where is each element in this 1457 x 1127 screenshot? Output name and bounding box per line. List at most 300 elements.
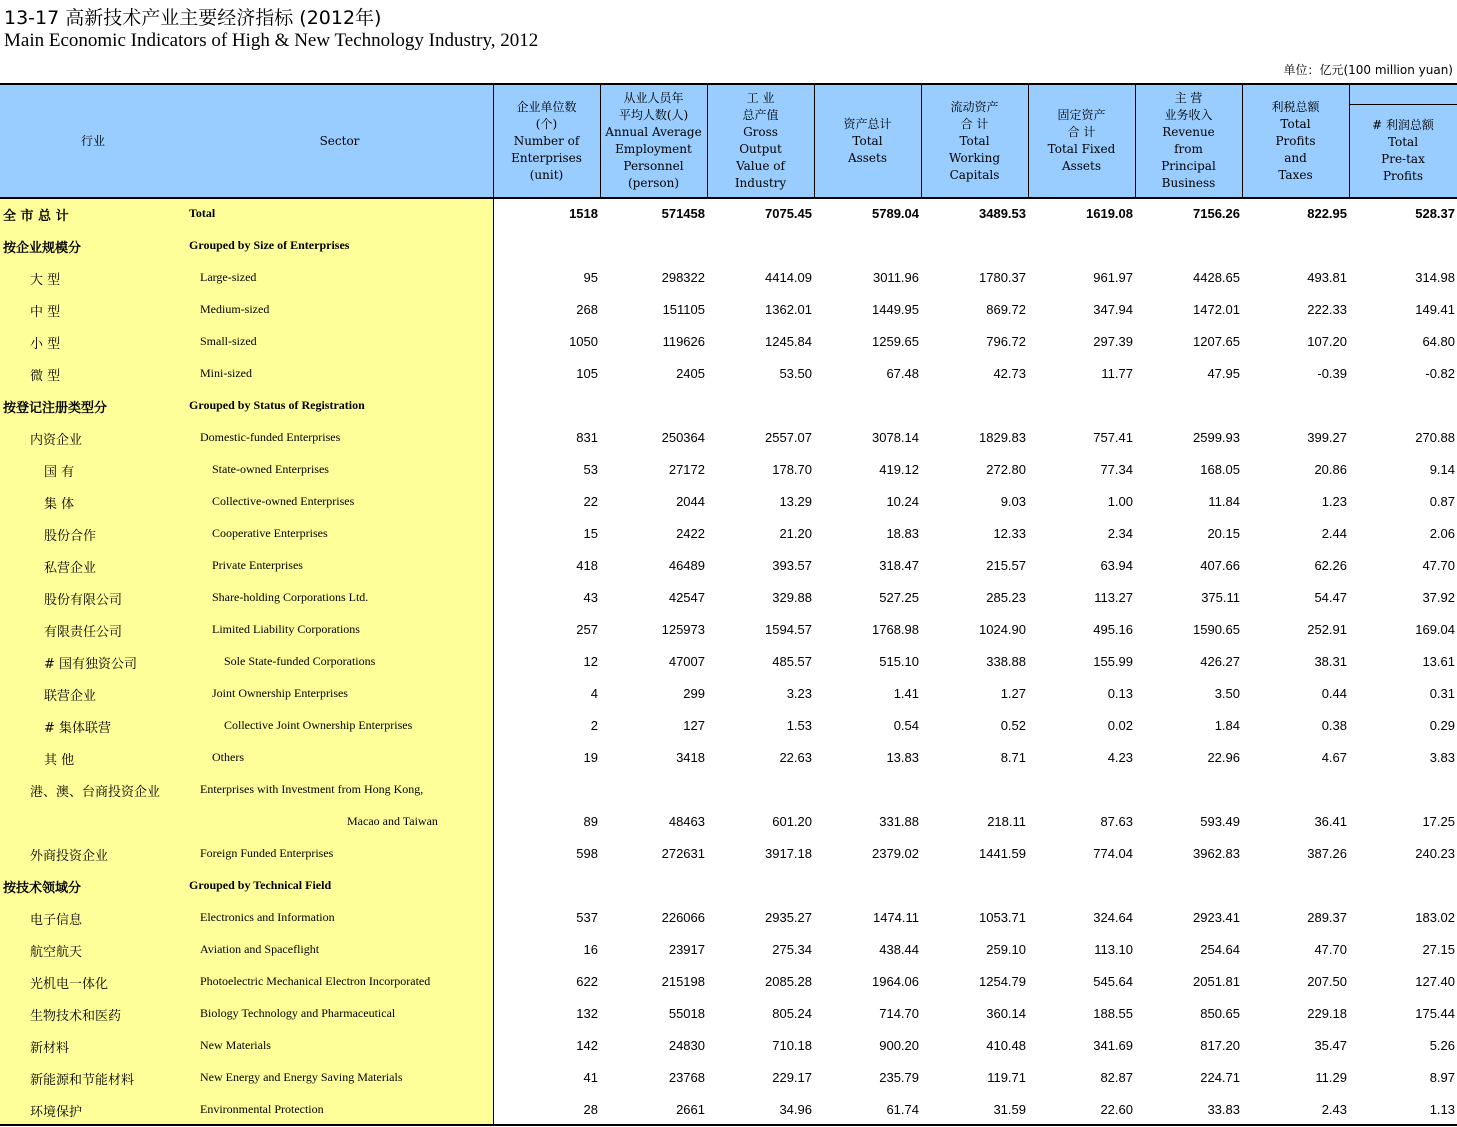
unit-label: 单位：亿元(100 million yuan) xyxy=(1283,63,1453,77)
cell-value: 710.18 xyxy=(772,1038,812,1053)
cell-value: 183.02 xyxy=(1415,910,1455,925)
cell-value: 1053.71 xyxy=(979,910,1026,925)
cell-value: 8.97 xyxy=(1429,1070,1455,1085)
header-col-separator xyxy=(600,85,601,197)
cell-value: 796.72 xyxy=(986,334,1026,349)
row-label-en: Enterprises with Investment from Hong Kong, xyxy=(200,782,424,796)
cell-value: 19 xyxy=(583,750,598,765)
cell-value: 5789.04 xyxy=(872,206,919,221)
cell-value: 268 xyxy=(576,302,598,317)
cell-value: 0.02 xyxy=(1107,718,1133,733)
cell-value: 27.15 xyxy=(1422,942,1455,957)
cell-value: 113.10 xyxy=(1094,942,1133,957)
cell-value: 12 xyxy=(583,654,598,669)
row-label-en: Grouped by Technical Field xyxy=(189,878,332,892)
cell-value: 63.94 xyxy=(1100,558,1133,573)
cell-value: 831 xyxy=(576,430,598,445)
cell-value: 3.23 xyxy=(786,686,812,701)
cell-value: 4.67 xyxy=(1321,750,1347,765)
cell-value: 2.06 xyxy=(1429,526,1455,541)
cell-value: 493.81 xyxy=(1307,270,1347,285)
cell-value: 15 xyxy=(583,526,598,541)
cell-value: 37.92 xyxy=(1422,590,1455,605)
cell-value: 142 xyxy=(576,1038,598,1053)
table-row xyxy=(0,711,1457,743)
cell-value: 47.70 xyxy=(1314,942,1347,957)
cell-value: 528.37 xyxy=(1415,206,1455,221)
cell-value: 224.71 xyxy=(1200,1070,1240,1085)
cell-value: 28 xyxy=(583,1102,598,1117)
row-label-en: Medium-sized xyxy=(200,302,270,316)
cell-value: 168.05 xyxy=(1200,462,1240,477)
cell-value: 537 xyxy=(576,910,598,925)
cell-value: 188.55 xyxy=(1093,1006,1133,1021)
cell-value: 13.29 xyxy=(779,494,812,509)
cell-value: 1472.01 xyxy=(1193,302,1240,317)
header-col-separator xyxy=(493,85,494,197)
cell-value: 23917 xyxy=(668,942,705,957)
cell-value: 299 xyxy=(683,686,705,701)
row-label-cn: 航空航天 xyxy=(30,945,83,960)
cell-value: 1.13 xyxy=(1429,1102,1455,1117)
cell-value: 0.54 xyxy=(893,718,919,733)
table-row xyxy=(0,999,1457,1031)
row-label-en: New Energy and Energy Saving Materials xyxy=(200,1070,403,1084)
cell-value: 89 xyxy=(583,814,598,829)
cell-value: 1518 xyxy=(569,206,598,221)
page-title-en: Main Economic Indicators of High & New Technology Industry, 2012 xyxy=(4,30,539,51)
cell-value: 20.86 xyxy=(1314,462,1347,477)
cell-value: 215.57 xyxy=(986,558,1026,573)
table-row xyxy=(0,487,1457,519)
cell-value: 7156.26 xyxy=(1193,206,1240,221)
cell-value: 67.48 xyxy=(886,366,919,381)
cell-value: 331.88 xyxy=(879,814,919,829)
table-row xyxy=(0,775,1457,807)
cell-value: 1964.06 xyxy=(872,974,919,989)
row-label-cn: 有限责任公司 xyxy=(44,625,123,640)
header-col-separator xyxy=(707,85,708,197)
cell-value: 2557.07 xyxy=(765,430,812,445)
header-col-separator xyxy=(1028,85,1029,197)
cell-value: 1.84 xyxy=(1214,718,1240,733)
row-label-en: Grouped by Status of Registration xyxy=(189,398,365,412)
cell-value: 2044 xyxy=(676,494,705,509)
table-row xyxy=(0,967,1457,999)
table-row xyxy=(0,423,1457,455)
cell-value: 1.41 xyxy=(893,686,919,701)
row-label-en: Photoelectric Mechanical Electron Incorporated xyxy=(200,974,431,988)
cell-value: 961.97 xyxy=(1093,270,1133,285)
table-row xyxy=(0,455,1457,487)
row-label-cn: 按登记注册类型分 xyxy=(3,401,108,416)
row-label-cn: 按技术领域分 xyxy=(3,881,82,896)
cell-value: 387.26 xyxy=(1307,846,1347,861)
row-label-en: Aviation and Spaceflight xyxy=(200,942,320,956)
cell-value: 0.52 xyxy=(1000,718,1026,733)
row-label-cn: 光机电一体化 xyxy=(30,977,109,992)
cell-value: 495.16 xyxy=(1093,622,1133,637)
table-row xyxy=(0,263,1457,295)
col-header-assets: 资产总计 Total Assets xyxy=(843,116,892,165)
cell-value: 16 xyxy=(583,942,598,957)
cell-value: 1474.11 xyxy=(872,910,919,925)
table-row xyxy=(0,807,1457,839)
cell-value: 215198 xyxy=(661,974,705,989)
cell-value: 42.73 xyxy=(993,366,1026,381)
cell-value: 9.03 xyxy=(1000,494,1026,509)
cell-value: 285.23 xyxy=(986,590,1026,605)
cell-value: 1.00 xyxy=(1107,494,1133,509)
cell-value: 47.95 xyxy=(1207,366,1240,381)
table-row xyxy=(0,519,1457,551)
cell-value: 1590.65 xyxy=(1193,622,1240,637)
cell-value: 1619.08 xyxy=(1086,206,1133,221)
col-header-employment: 从业人员年 平均人数(人) Annual Average Employment Personnel (person) xyxy=(605,91,702,190)
cell-value: 13.83 xyxy=(886,750,919,765)
cell-value: 27172 xyxy=(668,462,705,477)
cell-value: 757.41 xyxy=(1093,430,1133,445)
row-label-cn: 私营企业 xyxy=(44,561,97,576)
cell-value: 0.13 xyxy=(1107,686,1133,701)
cell-value: 2405 xyxy=(676,366,705,381)
cell-value: 1449.95 xyxy=(872,302,919,317)
cell-value: 2051.81 xyxy=(1193,974,1240,989)
cell-value: 95 xyxy=(583,270,598,285)
cell-value: 601.20 xyxy=(772,814,812,829)
row-label-cn: 全 市 总 计 xyxy=(3,209,69,224)
cell-value: 1024.90 xyxy=(979,622,1026,637)
cell-value: 1207.65 xyxy=(1193,334,1240,349)
cell-value: 3418 xyxy=(676,750,705,765)
row-label-cn: 大 型 xyxy=(30,273,61,288)
cell-value: 2.44 xyxy=(1321,526,1347,541)
cell-value: 275.34 xyxy=(772,942,812,957)
row-label-cn: # 集体联营 xyxy=(44,721,112,736)
cell-value: 571458 xyxy=(661,206,705,221)
cell-value: 55018 xyxy=(668,1006,705,1021)
col-header-output: 工 业 总产值 Gross Output Value of Industry xyxy=(734,91,787,190)
cell-value: 900.20 xyxy=(879,1038,919,1053)
cell-value: 1.53 xyxy=(786,718,812,733)
cell-value: 2 xyxy=(590,718,598,733)
cell-value: 23768 xyxy=(668,1070,705,1085)
cell-value: 869.72 xyxy=(986,302,1026,317)
cell-value: 1362.01 xyxy=(765,302,812,317)
cell-value: 3011.96 xyxy=(872,270,919,285)
cell-value: 5.26 xyxy=(1429,1038,1455,1053)
cell-value: 1768.98 xyxy=(872,622,919,637)
cell-value: 229.17 xyxy=(772,1070,812,1085)
col-header-industry: 行业 xyxy=(80,133,105,148)
cell-value: 0.29 xyxy=(1429,718,1455,733)
header-col-separator xyxy=(921,85,922,197)
cell-value: 64.80 xyxy=(1422,334,1455,349)
cell-value: 222.33 xyxy=(1307,302,1347,317)
cell-value: 2935.27 xyxy=(765,910,812,925)
cell-value: 33.83 xyxy=(1207,1102,1240,1117)
cell-value: 527.25 xyxy=(879,590,919,605)
cell-value: 2379.02 xyxy=(872,846,919,861)
cell-value: 12.33 xyxy=(993,526,1026,541)
cell-value: 515.10 xyxy=(879,654,919,669)
cell-value: 35.47 xyxy=(1314,1038,1347,1053)
table-row xyxy=(0,1095,1457,1127)
cell-value: 2085.28 xyxy=(765,974,812,989)
cell-value: 31.59 xyxy=(993,1102,1026,1117)
cell-value: 17.25 xyxy=(1422,814,1455,829)
table-row xyxy=(0,647,1457,679)
table-row xyxy=(0,615,1457,647)
cell-value: 107.20 xyxy=(1307,334,1347,349)
cell-value: 36.41 xyxy=(1314,814,1347,829)
row-label-cn: 内资企业 xyxy=(30,433,83,448)
cell-value: -0.82 xyxy=(1425,366,1455,381)
col-header-profits-taxes: 利税总额 Total Profits and Taxes xyxy=(1271,99,1320,182)
cell-value: 13.61 xyxy=(1422,654,1455,669)
cell-value: 4.23 xyxy=(1107,750,1133,765)
cell-value: 149.41 xyxy=(1415,302,1455,317)
cell-value: 10.24 xyxy=(886,494,919,509)
row-label-en: Private Enterprises xyxy=(212,558,303,572)
cell-value: 250364 xyxy=(661,430,705,445)
header-col-separator xyxy=(814,85,815,197)
row-label-en: Joint Ownership Enterprises xyxy=(212,686,348,700)
cell-value: 4414.09 xyxy=(765,270,812,285)
cell-value: 1829.83 xyxy=(979,430,1026,445)
row-label-cn: 电子信息 xyxy=(30,913,83,928)
cell-value: 314.98 xyxy=(1415,270,1455,285)
col-header-revenue: 主 营 业务收入 Revenue from Principal Business xyxy=(1161,91,1216,190)
cell-value: 0.87 xyxy=(1429,494,1455,509)
cell-value: 21.20 xyxy=(779,526,812,541)
table-row xyxy=(0,935,1457,967)
row-label-en: Cooperative Enterprises xyxy=(212,526,328,540)
table-row xyxy=(0,391,1457,423)
cell-value: 38.31 xyxy=(1314,654,1347,669)
row-label-en: Share-holding Corporations Ltd. xyxy=(212,590,369,604)
table-row xyxy=(0,743,1457,775)
cell-value: 3489.53 xyxy=(979,206,1026,221)
cell-value: 18.83 xyxy=(886,526,919,541)
cell-value: 347.94 xyxy=(1093,302,1133,317)
cell-value: 375.11 xyxy=(1201,590,1240,605)
cell-value: 0.31 xyxy=(1429,686,1455,701)
cell-value: 298322 xyxy=(661,270,705,285)
row-label-cn: 新能源和节能材料 xyxy=(30,1073,135,1088)
cell-value: 1254.79 xyxy=(979,974,1026,989)
cell-value: 1441.59 xyxy=(979,846,1026,861)
header-col-separator xyxy=(1242,85,1243,197)
cell-value: 1780.37 xyxy=(979,270,1026,285)
page-title-cn: 13-17 高新技术产业主要经济指标 (2012年) xyxy=(4,7,382,29)
cell-value: 1.23 xyxy=(1321,494,1347,509)
header-subcolumn-rule xyxy=(1349,104,1457,105)
row-label-en: Mini-sized xyxy=(200,366,252,380)
cell-value: 20.15 xyxy=(1207,526,1240,541)
col-header-working-capitals: 流动资产 合 计 Total Working Capitals xyxy=(949,99,1000,182)
col-header-sector: Sector xyxy=(319,133,360,148)
row-label-en: Electronics and Information xyxy=(200,910,335,924)
cell-value: 341.69 xyxy=(1093,1038,1133,1053)
row-label-cn: # 国有独资公司 xyxy=(44,657,138,672)
row-label-en: Total xyxy=(189,206,216,220)
cell-value: 43 xyxy=(583,590,598,605)
cell-value: 54.47 xyxy=(1314,590,1347,605)
cell-value: 850.65 xyxy=(1200,1006,1240,1021)
cell-value: 407.66 xyxy=(1200,558,1240,573)
row-label-cn: 小 型 xyxy=(30,337,61,352)
cell-value: 318.47 xyxy=(879,558,919,573)
cell-value: 48463 xyxy=(668,814,705,829)
row-label-en: State-owned Enterprises xyxy=(212,462,329,476)
cell-value: 24830 xyxy=(668,1038,705,1053)
row-label-cn: 外商投资企业 xyxy=(30,849,109,864)
row-label-cn: 微 型 xyxy=(30,369,61,384)
row-label-en: Sole State-funded Corporations xyxy=(224,654,376,668)
cell-value: 2422 xyxy=(676,526,705,541)
cell-value: 47007 xyxy=(668,654,705,669)
cell-value: 426.27 xyxy=(1200,654,1240,669)
row-label-en: Large-sized xyxy=(200,270,257,284)
table-row xyxy=(0,199,1457,231)
cell-value: 119.71 xyxy=(987,1070,1026,1085)
table-row xyxy=(0,231,1457,263)
row-label-cn: 港、澳、台商投资企业 xyxy=(30,785,161,800)
cell-value: 2599.93 xyxy=(1193,430,1240,445)
cell-value: 4428.65 xyxy=(1193,270,1240,285)
table-row xyxy=(0,1031,1457,1063)
row-label-cn: 联营企业 xyxy=(44,689,97,704)
cell-value: 259.10 xyxy=(986,942,1026,957)
cell-value: 175.44 xyxy=(1415,1006,1455,1021)
cell-value: 598 xyxy=(576,846,598,861)
cell-value: 11.77 xyxy=(1101,366,1133,381)
cell-value: 3.83 xyxy=(1429,750,1455,765)
row-label-en: Grouped by Size of Enterprises xyxy=(189,238,350,252)
cell-value: 272631 xyxy=(661,846,705,861)
cell-value: 62.26 xyxy=(1314,558,1347,573)
cell-value: 127.40 xyxy=(1415,974,1455,989)
cell-value: 360.14 xyxy=(986,1006,1026,1021)
cell-value: 218.11 xyxy=(987,814,1026,829)
table-row xyxy=(0,359,1457,391)
cell-value: 42547 xyxy=(668,590,705,605)
cell-value: 178.70 xyxy=(772,462,812,477)
row-label-cn: 股份合作 xyxy=(44,529,97,544)
cell-value: 2.34 xyxy=(1107,526,1133,541)
cell-value: 53 xyxy=(583,462,598,477)
cell-value: 119626 xyxy=(662,334,705,349)
cell-value: 297.39 xyxy=(1093,334,1133,349)
cell-value: 53.50 xyxy=(779,366,812,381)
cell-value: 485.57 xyxy=(772,654,812,669)
row-label-en: Domestic-funded Enterprises xyxy=(200,430,341,444)
cell-value: 82.87 xyxy=(1100,1070,1133,1085)
cell-value: -0.39 xyxy=(1317,366,1347,381)
cell-value: 229.18 xyxy=(1307,1006,1347,1021)
row-label-cn: 新材料 xyxy=(30,1041,70,1056)
cell-value: 22 xyxy=(583,494,598,509)
cell-value: 22.96 xyxy=(1207,750,1240,765)
cell-value: 105 xyxy=(576,366,598,381)
cell-value: 3917.18 xyxy=(765,846,812,861)
cell-value: 822.95 xyxy=(1307,206,1347,221)
cell-value: 1594.57 xyxy=(765,622,812,637)
cell-value: 240.23 xyxy=(1415,846,1455,861)
row-label-cn: 股份有限公司 xyxy=(44,593,123,608)
table-row xyxy=(0,679,1457,711)
cell-value: 11.29 xyxy=(1315,1070,1347,1085)
cell-value: 132 xyxy=(576,1006,598,1021)
cell-value: 125973 xyxy=(661,622,705,637)
row-label-en: New Materials xyxy=(200,1038,271,1052)
cell-value: 61.74 xyxy=(886,1102,919,1117)
cell-value: 410.48 xyxy=(986,1038,1026,1053)
cell-value: 41 xyxy=(583,1070,598,1085)
cell-value: 113.27 xyxy=(1094,590,1133,605)
row-label-en: Biology Technology and Pharmaceutical xyxy=(200,1006,396,1020)
table-row xyxy=(0,551,1457,583)
header-col-separator xyxy=(1135,85,1136,197)
row-label-cn: 集 体 xyxy=(44,497,75,512)
row-label-en: Macao and Taiwan xyxy=(347,814,438,828)
cell-value: 324.64 xyxy=(1093,910,1133,925)
cell-value: 169.04 xyxy=(1415,622,1455,637)
table-row xyxy=(0,871,1457,903)
cell-value: 270.88 xyxy=(1415,430,1455,445)
cell-value: 805.24 xyxy=(772,1006,812,1021)
row-label-cn: 中 型 xyxy=(30,305,61,320)
cell-value: 1.27 xyxy=(1000,686,1026,701)
cell-value: 593.49 xyxy=(1200,814,1240,829)
row-label-cn: 国 有 xyxy=(44,465,75,480)
cell-value: 257 xyxy=(576,622,598,637)
cell-value: 289.37 xyxy=(1307,910,1347,925)
table-row xyxy=(0,839,1457,871)
cell-value: 3.50 xyxy=(1214,686,1240,701)
cell-value: 0.38 xyxy=(1321,718,1347,733)
row-label-en: Collective-owned Enterprises xyxy=(212,494,355,508)
cell-value: 817.20 xyxy=(1200,1038,1240,1053)
row-label-en: Small-sized xyxy=(200,334,257,348)
cell-value: 545.64 xyxy=(1093,974,1133,989)
cell-value: 9.14 xyxy=(1429,462,1455,477)
row-label-en: Limited Liability Corporations xyxy=(212,622,360,636)
cell-value: 393.57 xyxy=(772,558,812,573)
cell-value: 438.44 xyxy=(879,942,919,957)
table-row xyxy=(0,327,1457,359)
cell-value: 2661 xyxy=(676,1102,705,1117)
cell-value: 622 xyxy=(576,974,598,989)
row-label-en: Foreign Funded Enterprises xyxy=(200,846,334,860)
cell-value: 77.34 xyxy=(1100,462,1133,477)
cell-value: 87.63 xyxy=(1100,814,1133,829)
cell-value: 252.91 xyxy=(1307,622,1347,637)
cell-value: 22.60 xyxy=(1100,1102,1133,1117)
row-label-cn: 生物技术和医药 xyxy=(30,1009,122,1024)
row-label-en: Environmental Protection xyxy=(200,1102,324,1116)
row-label-cn: 按企业规模分 xyxy=(3,241,82,256)
cell-value: 338.88 xyxy=(986,654,1026,669)
cell-value: 1259.65 xyxy=(872,334,919,349)
table-row xyxy=(0,295,1457,327)
cell-value: 2923.41 xyxy=(1193,910,1240,925)
cell-value: 3962.83 xyxy=(1193,846,1240,861)
cell-value: 235.79 xyxy=(879,1070,919,1085)
cell-value: 4 xyxy=(590,686,598,701)
header-col-separator xyxy=(1349,85,1350,197)
